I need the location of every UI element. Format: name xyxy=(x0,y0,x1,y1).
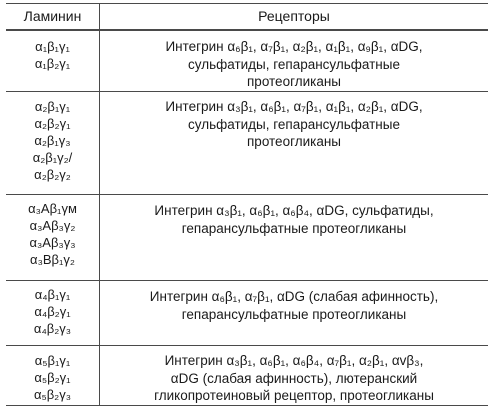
receptors-cell xyxy=(100,38,488,91)
laminin-isoform: α₅β₂γ₃ xyxy=(33,387,72,402)
laminin-isoform: α₅β₁γ₁ xyxy=(34,353,71,368)
laminin-isoform: α₂β₁γ₂/ xyxy=(32,150,73,165)
table-row xyxy=(6,194,488,281)
laminin-isoform: α₁β₂γ₁ xyxy=(34,56,71,71)
receptors-cell xyxy=(100,352,488,405)
receptors-line: гепарансульфатные протеогликаны xyxy=(181,306,407,322)
laminin-isoform: α₄β₂γ₃ xyxy=(33,321,72,336)
laminin-cell xyxy=(6,98,99,183)
laminin-isoform: α₄β₂γ₁ xyxy=(34,304,71,319)
laminin-isoform: α₂β₂γ₁ xyxy=(34,116,71,131)
receptors-line: Интегрин α₃β₁, α₆β₁, α₆β₄, α₇β₁, α₂β₁, αvβ₃, xyxy=(164,353,424,368)
receptors-line: протеогликаны xyxy=(247,134,341,149)
laminin-cell xyxy=(6,200,99,268)
table-row xyxy=(6,280,488,346)
receptors-line: сульфатиды, гепарансульфатные xyxy=(188,56,400,72)
laminin-cell xyxy=(6,38,99,72)
table-header-row xyxy=(6,4,488,31)
laminin-isoform: α₄β₁γ₁ xyxy=(34,287,71,302)
receptors-line: αDG (слабая афинность), лютеранский xyxy=(170,370,418,386)
laminin-isoform: α₁β₁γ₁ xyxy=(35,39,70,54)
laminin-isoform: α₃Aβ₃γ₃ xyxy=(29,235,76,250)
table-row xyxy=(6,91,488,195)
laminin-isoform: α₃Bβ₁γ₂ xyxy=(30,252,75,267)
receptors-line: Интегрин α₃β₁, α₆β₁, α₇β₁, α₁β₁, α₂β₁, αDG, xyxy=(165,99,423,114)
receptors-line: Интегрин α₆β₁, α₇β₁, αDG (слабая афинность), xyxy=(149,289,439,304)
laminin-isoform: α₂β₁γ₁ xyxy=(34,99,71,114)
header-receptors: Рецепторы xyxy=(258,8,330,24)
receptors-line: сульфатиды, гепарансульфатные xyxy=(188,116,400,132)
laminin-isoform: α₅β₂γ₁ xyxy=(34,370,71,385)
laminin-isoform: α₃Aβ₁γм xyxy=(28,201,77,216)
laminin-isoform: α₂β₁γ₃ xyxy=(34,133,71,148)
receptors-line: Интегрин α₃β₁, α₆β₁, α₆β₄, αDG, сульфатиды, xyxy=(154,203,434,218)
laminin-cell xyxy=(6,352,99,403)
receptors-cell xyxy=(100,288,488,323)
header-laminin: Ламинин xyxy=(23,8,82,24)
laminin-cell xyxy=(6,286,99,337)
receptors-line: Интегрин α₆β₁, α₇β₁, α₂β₁, α₁β₁, α₉β₁, αDG, xyxy=(165,39,423,54)
laminin-isoform: α₃Aβ₃γ₂ xyxy=(29,218,76,233)
laminin-receptor-table xyxy=(6,3,488,406)
receptors-cell xyxy=(100,98,488,151)
laminin-isoform: α₂β₂γ₂ xyxy=(34,167,71,182)
receptors-line: гепарансульфатные протеогликаны xyxy=(181,220,407,236)
receptors-line: протеогликаны xyxy=(247,74,341,89)
table-row xyxy=(6,345,488,407)
table-row xyxy=(6,31,488,91)
receptors-cell xyxy=(100,202,488,237)
receptors-line: гликопротеиновый рецептор, протеогликаны xyxy=(154,388,434,403)
